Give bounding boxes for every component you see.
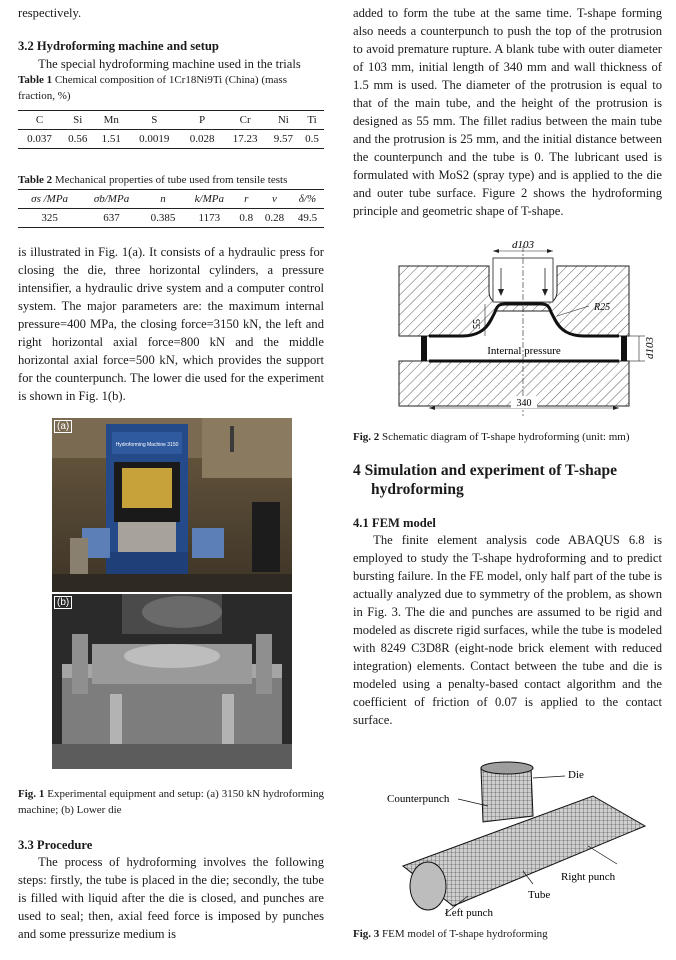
table2-cell: 0.8 <box>239 212 254 224</box>
fig1-caption <box>18 786 324 818</box>
table2-header: δ/% <box>298 193 317 205</box>
paragraph-3-2-intro: The special hydroforming machine used in the trials <box>38 57 301 71</box>
dim-bottom: 340 <box>516 398 532 409</box>
table1-cell: 17.23 <box>232 133 258 145</box>
paragraph-3-2-body: is illustrated in Fig. 1(a). It consists of a hydraulic press for closing the die, three horizontal cylinders, a pressure intensifier, a hydraulic drive system and a computer control system. The major parameters are: the maximum internal pressure=400 MPa, the closing force=3150 kN, the left and right horizontal axial force=800 kN and the middle horizontal axial force=500 kN, which provides the support for the counterpunch. The lower die used for the experiment is shown in Fig. 1(b). <box>18 245 324 403</box>
table1-header-p: P <box>199 114 206 126</box>
section-heading-4: 4 Simulation and experiment of T-shape hydroforming <box>353 462 617 498</box>
fig1a-label: (a) <box>54 420 72 433</box>
table2-header: n <box>160 193 166 205</box>
dim-radius: R25 <box>594 302 611 313</box>
label-left-punch: Left punch <box>445 907 493 919</box>
label-counterpunch: Counterpunch <box>387 793 450 805</box>
table1-header-si: Si <box>73 114 83 126</box>
table1-header-row <box>18 111 324 130</box>
table2-caption-label: Table 2 <box>18 174 53 186</box>
table1-header-ti: Ti <box>307 114 317 126</box>
section-heading-3-2: 3.2 Hydroforming machine and setup <box>18 39 219 53</box>
machine-plate-text: Hydroforming Machine 3150 <box>115 442 179 448</box>
table2-header: r <box>244 193 249 205</box>
fig2-caption <box>353 429 662 445</box>
internal-pressure-label: Internal pressure <box>487 345 561 357</box>
table1-caption-text: Chemical composition of 1Cr18Ni9Ti (China) (mass fraction, %) <box>18 74 287 102</box>
paragraph-4-1: The finite element analysis code ABAQUS 6.8 is employed to study the T-shape hydroforming and to predict bursting failure. In the FE model, only half part of the tube is actually analyzed due to symmetry of the problem, as shown in Fig. 3. The die and punches are assumed to be rigid and modeled as discrete rigid surfaces, while the tube is modeled with 8249 C3D8R (eight-node brick element with reduced integration) elements. Contact between the tube and die is modeled using a penalty-based contact algorithm and the coefficient of friction of 0.07 is applied to the contact surface. <box>353 533 662 727</box>
table2-value-row <box>18 209 324 228</box>
fig2-caption-label: Fig. 2 <box>353 431 380 443</box>
paragraph-continued: respectively. <box>18 6 82 20</box>
table2-header: σb/MPa <box>93 193 130 205</box>
table2-mechanical-properties <box>18 189 324 228</box>
fig3-fem-model <box>383 756 663 926</box>
paragraph-continued-right: added to form the tube at the same time. T-shape forming also needs a counterpunch to push the top of the protrusion to avoid premature rupture. A blank tube with outer diameter of 103 mm, initial length of 340 mm and wall thickness of 1.5 mm is used. The diameter of the protrusion is equal to that of the main tube, and the height of the protrusion is designed as 55 mm. The fillet radius between the main tube and the protrusion is 25 mm, and the initial distance between the counterpunch and the tube is 0. The lubricant used is formulated with MoS2 (spray type) and is applied to the die and outer tube surface. Figure 2 shows the hydroforming principle and geometric shape of T-shape. <box>353 6 662 218</box>
fig1b-label: (b) <box>54 596 72 609</box>
table1-caption <box>18 72 324 104</box>
fig3-caption-label: Fig. 3 <box>353 928 380 940</box>
table1-header-s: S <box>151 114 158 126</box>
fig1a-photo <box>52 418 292 592</box>
table1-chemical-composition <box>18 110 324 149</box>
table2-cell: 637 <box>103 212 120 224</box>
table1-header-mn: Mn <box>103 114 119 126</box>
fig1b-photo <box>52 594 292 769</box>
table1-cell: 0.56 <box>68 133 88 145</box>
fig2-caption-text: Schematic diagram of T-shape hydroforming (unit: mm) <box>382 431 630 443</box>
table2-header-row <box>18 190 324 209</box>
table2-cell: 49.5 <box>297 212 318 224</box>
fig3-caption <box>353 926 662 942</box>
table2-cell: 325 <box>41 212 58 224</box>
table2-cell: 0.28 <box>264 212 285 224</box>
paragraph-3-3: The process of hydroforming involves the following steps: firstly, the tube is placed in the die; secondly, the tube is filled with liquid after the die is closed, and punches are used to seal; then, axial feed force is imposed by punches and some pressurize medium is <box>18 855 324 941</box>
table1-cell: 0.0019 <box>139 133 170 145</box>
lower-die-image <box>52 594 292 769</box>
fig1-caption-text: Experimental equipment and setup: (a) 3150 kN hydroforming machine; (b) Lower die <box>18 788 324 816</box>
right-punch <box>621 336 627 361</box>
table2-cell: 0.385 <box>150 212 176 224</box>
fig3-caption-text: FEM model of T-shape hydroforming <box>382 928 548 940</box>
table1-cell: 1.51 <box>101 133 121 145</box>
table1-cell: 0.5 <box>305 133 319 145</box>
table1-cell: 0.037 <box>27 133 52 145</box>
table2-caption-text: Mechanical properties of tube used from tensile tests <box>54 174 288 186</box>
table1-cell: 0.028 <box>189 133 215 145</box>
table2-header: k/MPa <box>194 193 224 205</box>
table2-header: ν <box>272 193 277 205</box>
left-punch <box>421 336 427 361</box>
table2-header: σs /MPa <box>31 193 69 205</box>
table2-cell: 1173 <box>198 212 221 224</box>
fig2-schematic <box>389 236 669 426</box>
fem-left-end <box>410 862 446 910</box>
section-heading-4-1: 4.1 FEM model <box>353 516 436 530</box>
section-heading-3-3: 3.3 Procedure <box>18 838 93 852</box>
dim-right: d103 <box>644 337 656 359</box>
fig1-caption-label: Fig. 1 <box>18 788 45 800</box>
table2-caption <box>18 172 324 188</box>
table1-caption-label: Table 1 <box>18 74 53 86</box>
table1-header-cr: Cr <box>239 114 251 126</box>
label-right-punch: Right punch <box>561 871 616 883</box>
dim-height: 55 <box>472 319 483 329</box>
table1-cell: 9.57 <box>273 133 293 145</box>
table1-value-row <box>18 130 324 149</box>
hydroforming-machine-image <box>52 418 292 592</box>
table1-header-c: C <box>35 114 44 126</box>
label-die: Die <box>568 769 584 781</box>
fem-die <box>481 768 533 822</box>
dim-top: d103 <box>512 239 534 251</box>
label-tube: Tube <box>528 889 551 901</box>
table1-header-ni: Ni <box>277 114 289 126</box>
